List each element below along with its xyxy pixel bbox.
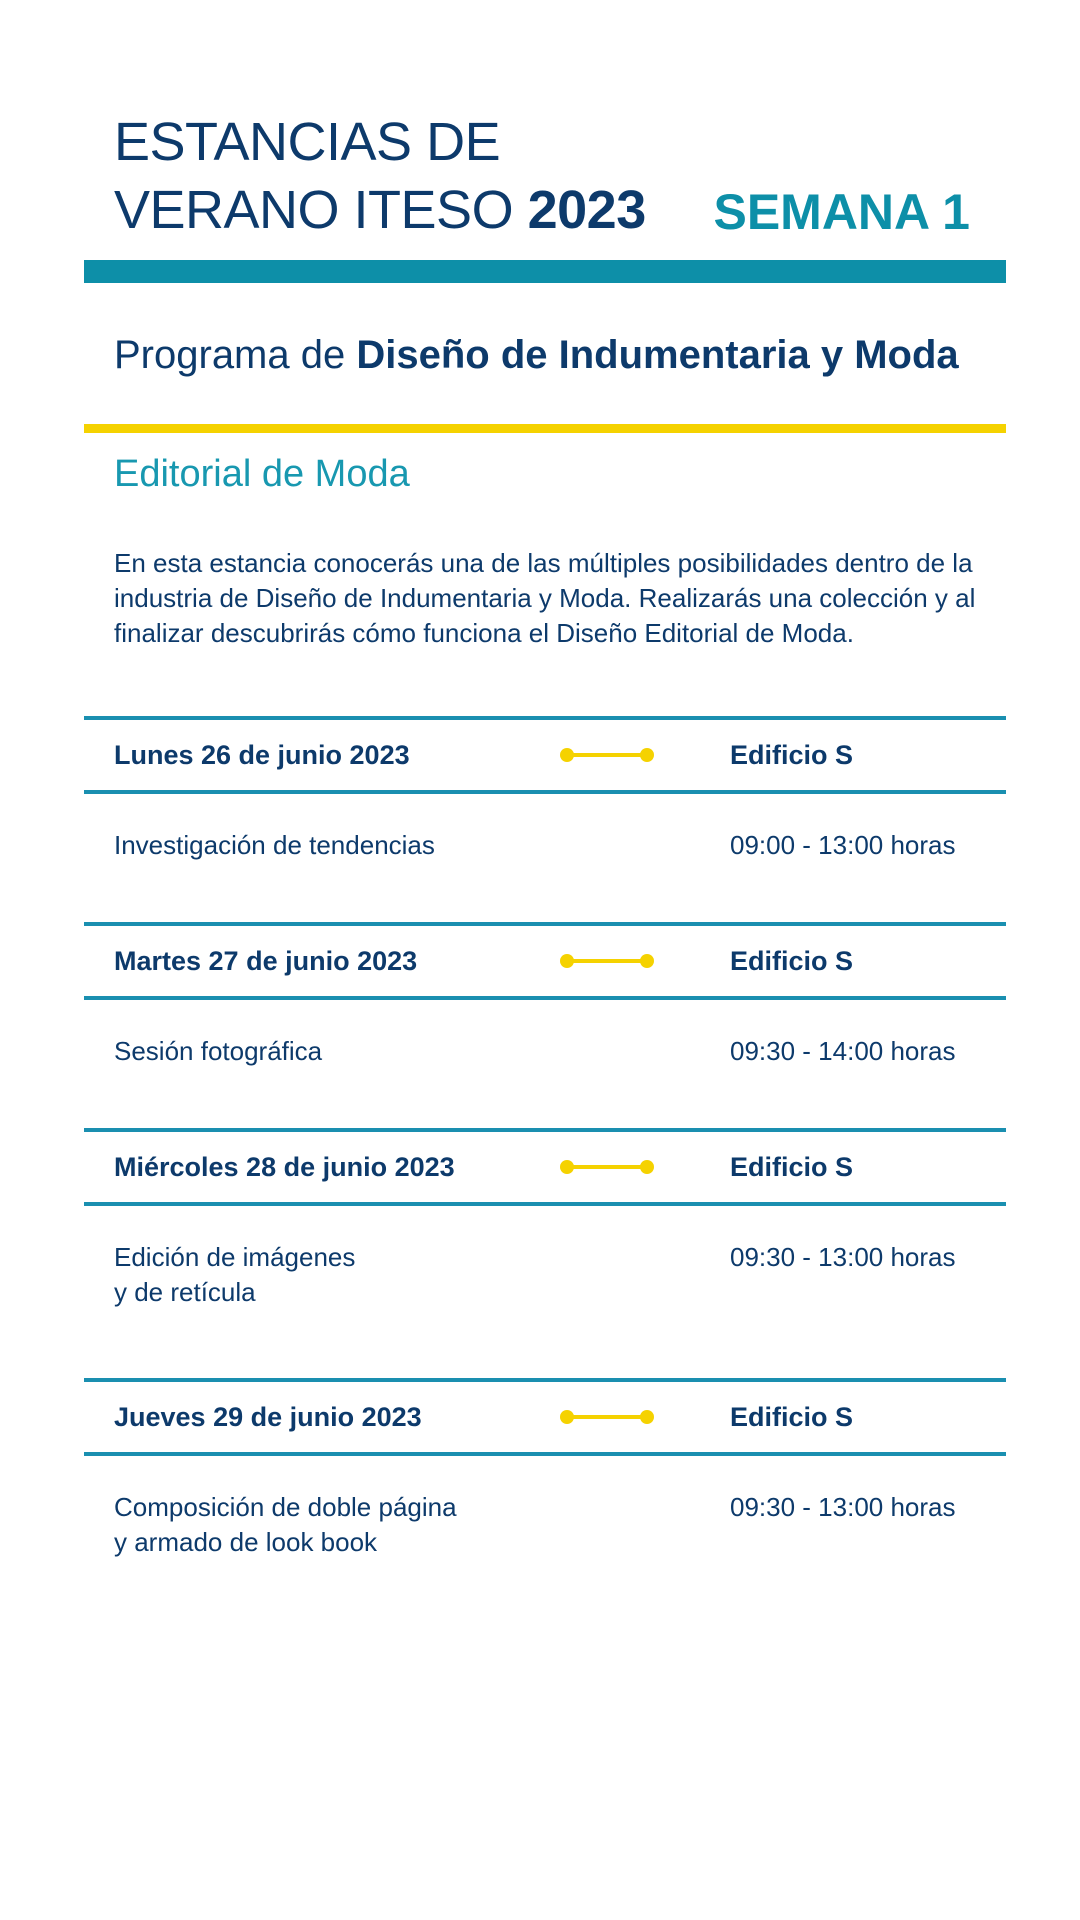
header-divider	[84, 260, 1006, 283]
session-place: Edificio S	[730, 1402, 854, 1432]
course-description: En esta estancia conocerás una de las múltiples posibilidades dentro de la industria de Diseño de Indumentaria y Moda. Realizarás una colección y al finalizar descubrirás cómo funciona el Diseño Editorial de Moda.	[114, 548, 976, 648]
session-place: Edificio S	[730, 946, 854, 976]
session-item	[84, 1378, 1006, 1578]
title-year: 2023	[527, 180, 646, 240]
program-name: Diseño de Indumentaria y Moda	[356, 333, 959, 377]
title-line-1: ESTANCIAS DE	[114, 112, 501, 172]
session-item	[84, 922, 1006, 1128]
session-day: Miércoles 28 de junio 2023	[114, 1152, 455, 1182]
session-place: Edificio S	[730, 740, 854, 770]
session-activity: Edición de imágenes y de retícula	[114, 1242, 356, 1307]
session-time: 09:00 - 13:00 horas	[730, 830, 956, 860]
session-activity: Investigación de tendencias	[114, 830, 435, 860]
program-heading	[114, 330, 959, 380]
week-label: SEMANA 1	[713, 184, 970, 240]
page-title	[114, 108, 646, 244]
timeline-connector-icon	[560, 1410, 654, 1424]
timeline-connector-icon	[560, 748, 654, 762]
title-line-2: VERANO ITESO	[114, 180, 528, 240]
session-list	[84, 716, 1006, 1578]
program-prefix: Programa de	[114, 333, 357, 377]
session-activity: Sesión fotográfica	[114, 1036, 323, 1066]
timeline-connector-icon	[560, 954, 654, 968]
timeline-connector-icon	[560, 1160, 654, 1174]
session-item	[84, 1128, 1006, 1378]
session-activity: Composición de doble página y armado de look book	[114, 1492, 457, 1557]
session-header	[84, 922, 1006, 1000]
session-header	[84, 716, 1006, 794]
session-header	[84, 1128, 1006, 1206]
session-header	[84, 1378, 1006, 1456]
session-day: Martes 27 de junio 2023	[114, 946, 418, 976]
session-time: 09:30 - 14:00 horas	[730, 1036, 956, 1066]
session-day: Lunes 26 de junio 2023	[114, 740, 410, 770]
session-item	[84, 716, 1006, 922]
session-time: 09:30 - 13:00 horas	[730, 1492, 956, 1522]
session-place: Edificio S	[730, 1152, 854, 1182]
program-divider	[84, 424, 1006, 433]
session-time: 09:30 - 13:00 horas	[730, 1242, 956, 1272]
session-day: Jueves 29 de junio 2023	[114, 1402, 422, 1432]
header	[114, 108, 974, 243]
course-title: Editorial de Moda	[114, 453, 410, 495]
